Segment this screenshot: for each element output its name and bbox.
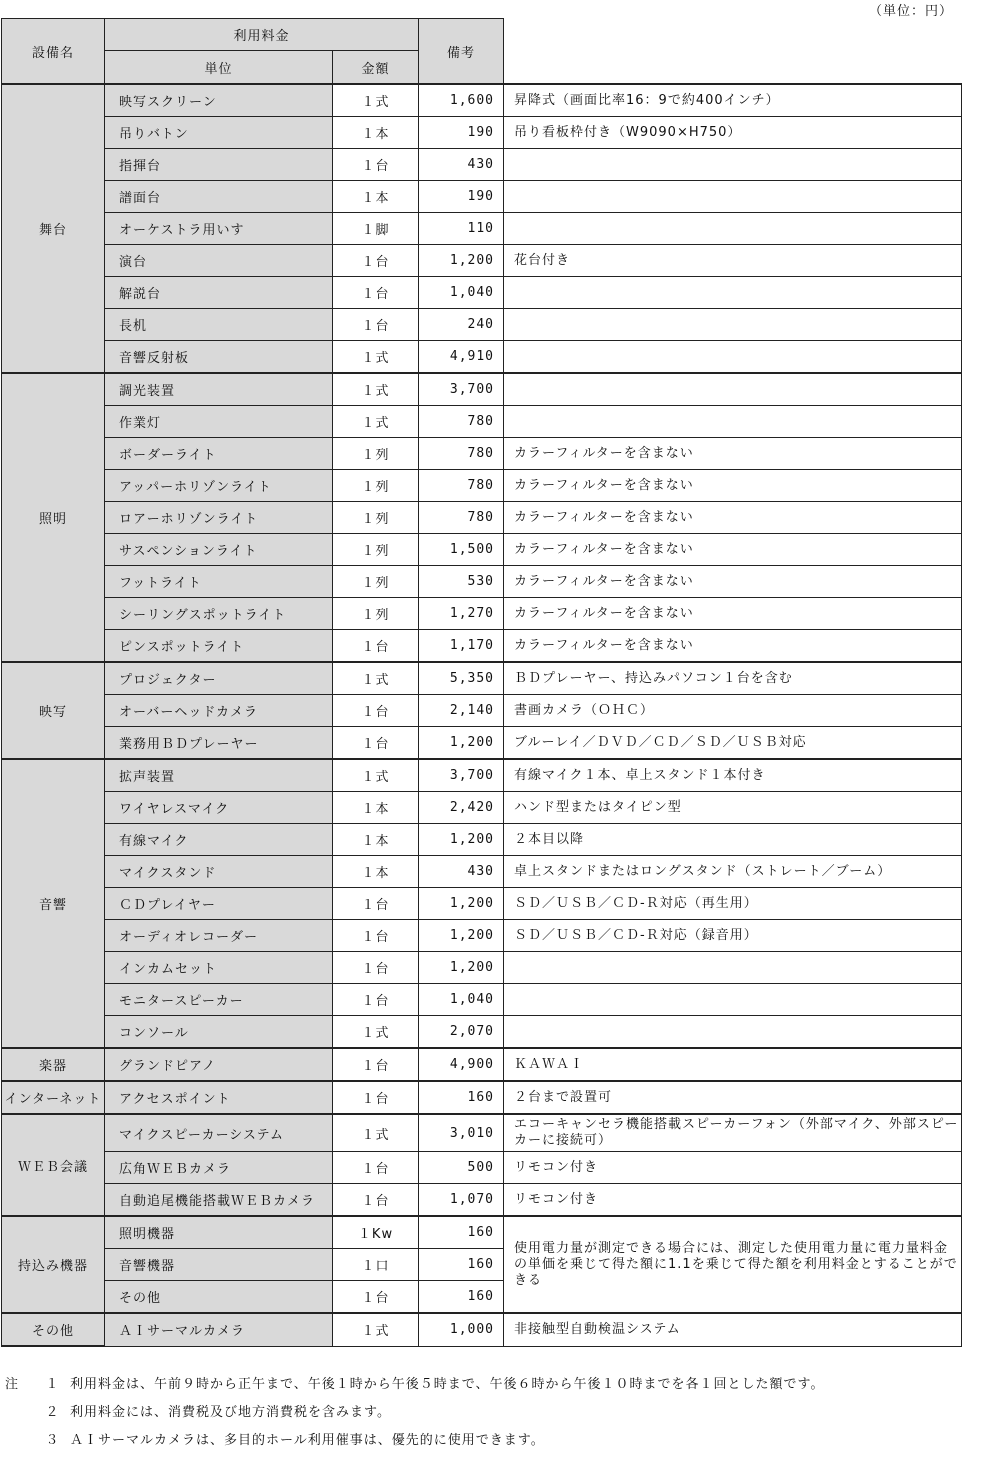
facility-name-cell: 演台	[105, 245, 333, 277]
table-row	[2, 984, 962, 1016]
amount-cell: 780	[419, 438, 504, 470]
remark-cell	[504, 181, 962, 213]
amount-cell: 240	[419, 309, 504, 341]
facility-name-cell: オーバーヘッドカメラ	[105, 695, 333, 727]
remark-cell	[504, 1016, 962, 1049]
unit-cell: １台	[333, 727, 419, 760]
facility-name-cell: ワイヤレスマイク	[105, 792, 333, 824]
facility-name-cell: インカムセット	[105, 952, 333, 984]
unit-cell: １列	[333, 566, 419, 598]
unit-cell: １台	[333, 1184, 419, 1217]
amount-cell: 160	[419, 1081, 504, 1114]
table-row	[2, 534, 962, 566]
category-cell: 楽器	[2, 1048, 105, 1081]
facility-name-cell: 調光装置	[105, 373, 333, 406]
unit-cell: １台	[333, 695, 419, 727]
remark-cell: カラーフィルターを含まない	[504, 502, 962, 534]
table-row	[2, 695, 962, 727]
remark-cell	[504, 149, 962, 181]
table-row	[2, 373, 962, 406]
remark-cell: リモコン付き	[504, 1184, 962, 1217]
facility-name-cell: コンソール	[105, 1016, 333, 1049]
remark-cell: カラーフィルターを含まない	[504, 566, 962, 598]
note-text: ＡＩサーマルカメラは、多目的ホール利用催事は、優先的に使用できます。	[70, 1433, 545, 1448]
unit-cell: １台	[333, 277, 419, 309]
unit-cell: １台	[333, 952, 419, 984]
table-row	[2, 117, 962, 149]
amount-cell: 4,910	[419, 341, 504, 374]
remark-cell: 昇降式（画面比率16：9で約400インチ）	[504, 84, 962, 117]
note-item	[5, 1373, 965, 1401]
facility-name-cell: ボーダーライト	[105, 438, 333, 470]
amount-cell: 1,200	[419, 727, 504, 760]
header-facility: 設備名	[2, 19, 105, 85]
unit-cell: １本	[333, 856, 419, 888]
remark-cell	[504, 984, 962, 1016]
remark-cell	[504, 277, 962, 309]
unit-cell: １列	[333, 534, 419, 566]
facility-name-cell: マイクスピーカーシステム	[105, 1114, 333, 1152]
facility-name-cell: モニタースピーカー	[105, 984, 333, 1016]
unit-cell: １式	[333, 1313, 419, 1346]
table-row	[2, 1016, 962, 1049]
facility-name-cell: アッパーホリゾンライト	[105, 470, 333, 502]
category-cell: 音響	[2, 759, 105, 1048]
facility-name-cell: 業務用ＢＤプレーヤー	[105, 727, 333, 760]
unit-cell: １式	[333, 1016, 419, 1049]
remark-cell: リモコン付き	[504, 1152, 962, 1184]
header-fee: 利用料金	[105, 19, 419, 51]
remark-cell: カラーフィルターを含まない	[504, 630, 962, 663]
table-row	[2, 438, 962, 470]
facility-name-cell: 譜面台	[105, 181, 333, 213]
unit-cell: １列	[333, 502, 419, 534]
facility-name-cell: 解説台	[105, 277, 333, 309]
amount-cell: 430	[419, 856, 504, 888]
facility-name-cell: サスペンションライト	[105, 534, 333, 566]
facility-name-cell: グランドピアノ	[105, 1048, 333, 1081]
unit-cell: １式	[333, 84, 419, 117]
facility-name-cell: 拡声装置	[105, 759, 333, 792]
amount-cell: 160	[419, 1216, 504, 1249]
remark-cell: ２本目以降	[504, 824, 962, 856]
facility-name-cell: 照明機器	[105, 1216, 333, 1249]
amount-cell: 160	[419, 1249, 504, 1281]
category-cell: 舞台	[2, 84, 105, 373]
remark-cell	[504, 341, 962, 374]
unit-cell: １台	[333, 245, 419, 277]
amount-cell: 3,700	[419, 759, 504, 792]
table-row	[2, 470, 962, 502]
amount-cell: 1,040	[419, 984, 504, 1016]
table-row	[2, 759, 962, 792]
remark-cell: 吊り看板枠付き（W9090×H750）	[504, 117, 962, 149]
remark-cell	[504, 406, 962, 438]
amount-cell: 190	[419, 181, 504, 213]
table-row	[2, 245, 962, 277]
facility-name-cell: 自動追尾機能搭載ＷＥＢカメラ	[105, 1184, 333, 1217]
table-row	[2, 952, 962, 984]
facility-name-cell: マイクスタンド	[105, 856, 333, 888]
facility-name-cell: 長机	[105, 309, 333, 341]
amount-cell: 1,200	[419, 824, 504, 856]
unit-cell: １脚	[333, 213, 419, 245]
table-row	[2, 181, 962, 213]
remark-cell: 有線マイク１本、卓上スタンド１本付き	[504, 759, 962, 792]
facility-name-cell: 広角ＷＥＢカメラ	[105, 1152, 333, 1184]
unit-cell: １台	[333, 1152, 419, 1184]
category-cell: インターネット	[2, 1081, 105, 1114]
amount-cell: 2,140	[419, 695, 504, 727]
note-mark: 注	[5, 1377, 20, 1392]
amount-cell: 110	[419, 213, 504, 245]
table-row	[2, 727, 962, 760]
table-row	[2, 1114, 962, 1152]
table-row	[2, 406, 962, 438]
note-number: ３	[45, 1433, 60, 1448]
remark-cell: ＫＡＷＡＩ	[504, 1048, 962, 1081]
remark-cell: カラーフィルターを含まない	[504, 438, 962, 470]
equipment-fee-table	[1, 18, 962, 1347]
category-cell: ＷＥＢ会議	[2, 1114, 105, 1216]
facility-name-cell: オーディオレコーダー	[105, 920, 333, 952]
remark-cell: ＢＤプレーヤー、持込みパソコン１台を含む	[504, 662, 962, 695]
table-row	[2, 277, 962, 309]
table-row	[2, 502, 962, 534]
category-cell: その他	[2, 1313, 105, 1346]
amount-cell: 1,170	[419, 630, 504, 663]
unit-cell: １式	[333, 406, 419, 438]
table-row	[2, 662, 962, 695]
amount-cell: 780	[419, 502, 504, 534]
facility-name-cell: 吊りバトン	[105, 117, 333, 149]
unit-cell: １台	[333, 1081, 419, 1114]
facility-name-cell: 指揮台	[105, 149, 333, 181]
remark-cell: 花台付き	[504, 245, 962, 277]
category-cell: 映写	[2, 662, 105, 759]
unit-cell: １式	[333, 662, 419, 695]
table-row	[2, 792, 962, 824]
amount-cell: 1,070	[419, 1184, 504, 1217]
header-remarks: 備考	[419, 19, 504, 85]
note-item	[5, 1401, 965, 1429]
notes-section	[5, 1373, 965, 1457]
unit-cell: １Kw	[333, 1216, 419, 1249]
facility-name-cell: ＣＤプレイヤー	[105, 888, 333, 920]
facility-name-cell: 映写スクリーン	[105, 84, 333, 117]
note-item	[5, 1429, 965, 1457]
amount-cell: 530	[419, 566, 504, 598]
unit-cell: １台	[333, 630, 419, 663]
remark-cell: ブルーレイ／ＤＶＤ／ＣＤ／ＳＤ／ＵＳＢ対応	[504, 727, 962, 760]
remark-cell: カラーフィルターを含まない	[504, 534, 962, 566]
amount-cell: 780	[419, 406, 504, 438]
remark-cell: 卓上スタンドまたはロングスタンド（ストレート／ブーム）	[504, 856, 962, 888]
table-row	[2, 1152, 962, 1184]
table-row	[2, 309, 962, 341]
unit-cell: １台	[333, 1281, 419, 1314]
unit-cell: １本	[333, 792, 419, 824]
amount-cell: 3,010	[419, 1114, 504, 1152]
facility-name-cell: ピンスポットライト	[105, 630, 333, 663]
table-row	[2, 630, 962, 663]
remark-cell: ２台まで設置可	[504, 1081, 962, 1114]
remark-cell	[504, 952, 962, 984]
amount-cell: 1,270	[419, 598, 504, 630]
unit-cell: １式	[333, 759, 419, 792]
amount-cell: 160	[419, 1281, 504, 1314]
unit-cell: １本	[333, 117, 419, 149]
remark-cell: カラーフィルターを含まない	[504, 470, 962, 502]
facility-name-cell: オーケストラ用いす	[105, 213, 333, 245]
unit-cell: １台	[333, 920, 419, 952]
table-row	[2, 213, 962, 245]
amount-cell: 780	[419, 470, 504, 502]
note-text: 利用料金は、午前９時から正午まで、午後１時から午後５時まで、午後６時から午後１０時までを各１回とした額です。	[70, 1377, 825, 1392]
facility-name-cell: フットライト	[105, 566, 333, 598]
amount-cell: 430	[419, 149, 504, 181]
unit-cell: １台	[333, 888, 419, 920]
unit-note: （単位：円）	[868, 4, 953, 19]
table-row	[2, 1048, 962, 1081]
amount-cell: 190	[419, 117, 504, 149]
header-unit: 単位	[105, 51, 333, 85]
facility-name-cell: 作業灯	[105, 406, 333, 438]
remark-cell: ハンド型またはタイピン型	[504, 792, 962, 824]
unit-cell: １列	[333, 598, 419, 630]
remark-cell: エコーキャンセラ機能搭載スピーカーフォン（外部マイク、外部スピーカーに接続可）	[504, 1114, 962, 1152]
unit-cell: １台	[333, 984, 419, 1016]
facility-name-cell: シーリングスポットライト	[105, 598, 333, 630]
note-text: 利用料金には、消費税及び地方消費税を含みます。	[70, 1405, 391, 1420]
table-row	[2, 1216, 962, 1249]
facility-name-cell: その他	[105, 1281, 333, 1314]
note-number: １	[45, 1377, 60, 1392]
unit-cell: １式	[333, 373, 419, 406]
unit-cell: １本	[333, 181, 419, 213]
amount-cell: 4,900	[419, 1048, 504, 1081]
facility-name-cell: ロアーホリゾンライト	[105, 502, 333, 534]
table-row	[2, 1081, 962, 1114]
unit-cell: １本	[333, 824, 419, 856]
remark-cell: ＳＤ／ＵＳＢ／ＣＤ-Ｒ対応（再生用）	[504, 888, 962, 920]
unit-cell: １台	[333, 309, 419, 341]
amount-cell: 1,200	[419, 888, 504, 920]
table-row	[2, 149, 962, 181]
remark-cell	[504, 309, 962, 341]
amount-cell: 3,700	[419, 373, 504, 406]
amount-cell: 5,350	[419, 662, 504, 695]
amount-cell: 1,000	[419, 1313, 504, 1346]
facility-name-cell: 音響反射板	[105, 341, 333, 374]
unit-cell: １列	[333, 470, 419, 502]
table-row	[2, 341, 962, 374]
amount-cell: 1,600	[419, 84, 504, 117]
table-row	[2, 598, 962, 630]
facility-name-cell: 音響機器	[105, 1249, 333, 1281]
table-row	[2, 1313, 962, 1346]
amount-cell: 2,070	[419, 1016, 504, 1049]
table-row	[2, 856, 962, 888]
amount-cell: 1,200	[419, 920, 504, 952]
unit-cell: １式	[333, 1114, 419, 1152]
table-row	[2, 920, 962, 952]
remark-cell: 非接触型自動検温システム	[504, 1313, 962, 1346]
facility-name-cell: 有線マイク	[105, 824, 333, 856]
amount-cell: 1,200	[419, 245, 504, 277]
unit-cell: １式	[333, 341, 419, 374]
remark-cell: ＳＤ／ＵＳＢ／ＣＤ-Ｒ対応（録音用）	[504, 920, 962, 952]
category-cell: 照明	[2, 373, 105, 662]
unit-cell: １列	[333, 438, 419, 470]
unit-cell: １口	[333, 1249, 419, 1281]
remark-cell	[504, 373, 962, 406]
unit-cell: １台	[333, 149, 419, 181]
facility-name-cell: ＡＩサーマルカメラ	[105, 1313, 333, 1346]
table-row	[2, 824, 962, 856]
table-row	[2, 888, 962, 920]
header-amount: 金額	[333, 51, 419, 85]
amount-cell: 1,040	[419, 277, 504, 309]
amount-cell: 2,420	[419, 792, 504, 824]
note-number: ２	[45, 1405, 60, 1420]
remark-cell: 書画カメラ（ＯＨＣ）	[504, 695, 962, 727]
amount-cell: 500	[419, 1152, 504, 1184]
amount-cell: 1,500	[419, 534, 504, 566]
facility-name-cell: プロジェクター	[105, 662, 333, 695]
table-row	[2, 84, 962, 117]
unit-cell: １台	[333, 1048, 419, 1081]
amount-cell: 1,200	[419, 952, 504, 984]
table-row	[2, 566, 962, 598]
table-row	[2, 1184, 962, 1217]
facility-name-cell: アクセスポイント	[105, 1081, 333, 1114]
remark-cell: 使用電力量が測定できる場合には、測定した使用電力量に電力量料金の単価を乗じて得た額に1.1を乗じて得た額を利用料金とすることができる	[504, 1216, 962, 1313]
remark-cell	[504, 213, 962, 245]
category-cell: 持込み機器	[2, 1216, 105, 1313]
remark-cell: カラーフィルターを含まない	[504, 598, 962, 630]
